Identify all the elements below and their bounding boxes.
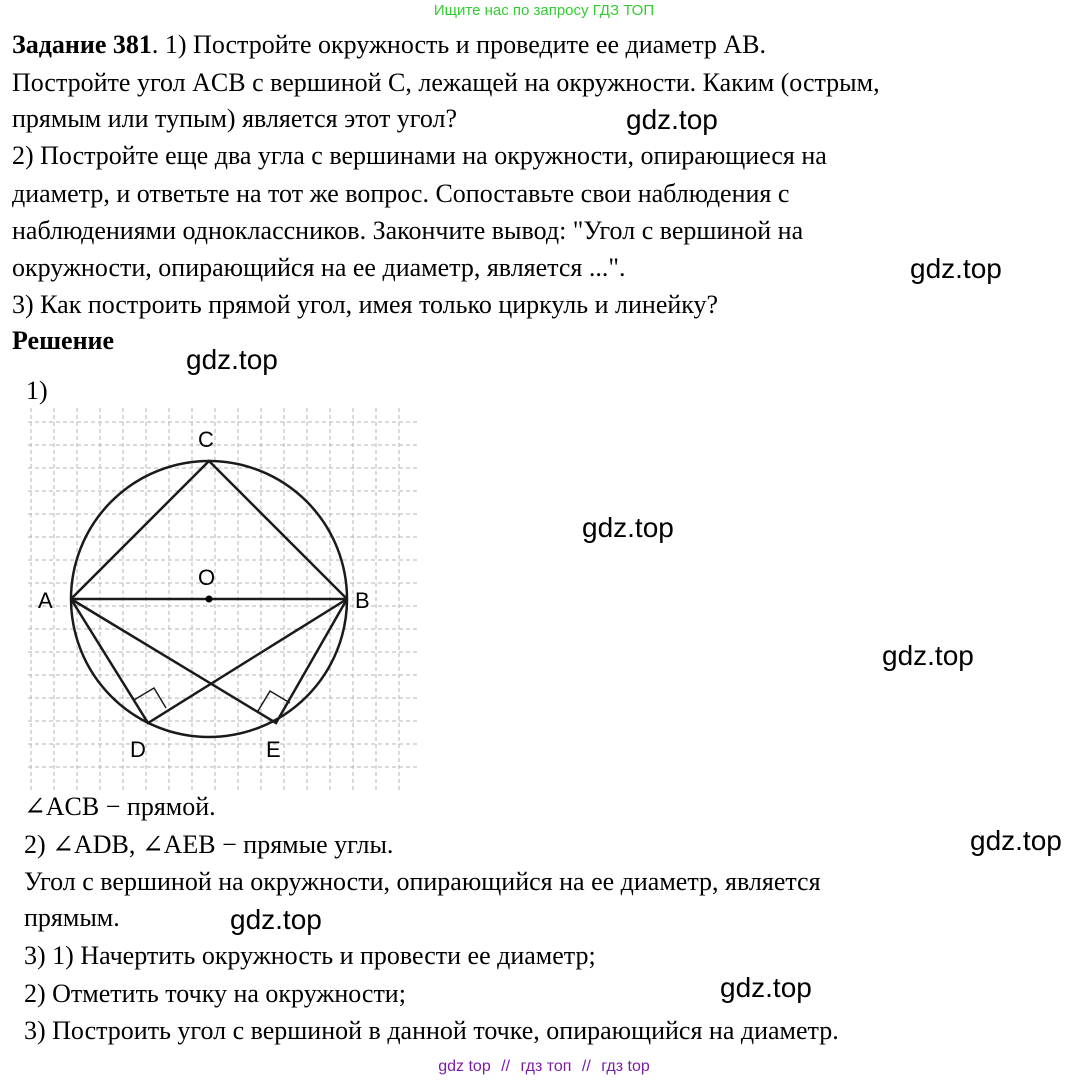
part1-label: 1) [26,376,48,405]
watermark-6: gdz.top [970,825,1062,856]
angle-adb [71,599,347,723]
task-line-2: Постройте угол ACB с вершиной C, лежащей на окружности. Каким (острым, [12,68,880,97]
watermark-3: gdz.top [186,344,278,375]
point-label-o: O [198,565,216,590]
watermark-1: gdz.top [626,104,718,135]
answer-line-2: 2) ∠ADB, ∠AEB − прямые углы. [24,830,394,859]
footer-link-3[interactable]: гдз top [601,1058,650,1075]
top-banner: Ищите нас по запросу ГДЗ ТОП [433,2,655,19]
answer-line-1: ∠ACB − прямой. [24,792,216,821]
footer-link-1[interactable]: gdz top [438,1058,491,1075]
point-label-d: D [130,737,146,762]
task-line-8: 3) Как построить прямой угол, имея только циркуль и линейку? [12,290,719,319]
watermark-5: gdz.top [882,640,974,671]
solution-heading: Решение [12,326,115,355]
task-line-6: наблюдениями одноклассников. Закончите вывод: "Угол с вершиной на [12,216,804,245]
task-line-7: окружности, опирающийся на ее диаметр, является ...". [12,253,626,282]
footer-sep-2: // [581,1058,591,1075]
footer-link-2[interactable]: гдз топ [520,1058,572,1075]
center-point [206,596,213,603]
answer-line-5: 3) 1) Начертить окружность и провести ее диаметр; [24,941,596,970]
task-line-1 [12,30,766,60]
watermark-4: gdz.top [582,512,674,543]
angle-aeb [71,599,347,723]
answer-line-4: прямым. [24,903,120,932]
point-label-b: B [355,588,370,613]
circle-figure [28,408,420,790]
point-label-a: A [38,588,53,613]
answer-line-3: Угол с вершиной на окружности, опирающийся на ее диаметр, является [24,867,821,896]
answer-line-7: 3) Построить угол с вершиной в данной точке, опирающийся на диаметр. [24,1016,839,1045]
answer-line-6: 2) Отметить точку на окружности; [24,979,406,1008]
task-line-3: прямым или тупым) является этот угол? [12,104,457,133]
watermark-8: gdz.top [720,972,812,1003]
task-line-4: 2) Постройте еще два угла с вершинами на окружности, опирающиеся на [12,141,827,170]
footer-sep-1: // [501,1058,511,1075]
footer [0,1058,1088,1076]
task-line-5: диаметр, и ответьте на тот же вопрос. Сопоставьте свои наблюдения с [12,179,790,208]
task-text-0: . 1) Постройте окружность и проведите ее диаметр AB. [151,30,766,59]
task-label: Задание 381 [12,30,152,59]
watermark-2: gdz.top [910,253,1002,284]
point-label-e: E [266,737,281,762]
watermark-7: gdz.top [230,904,322,935]
point-label-c: C [198,427,214,452]
